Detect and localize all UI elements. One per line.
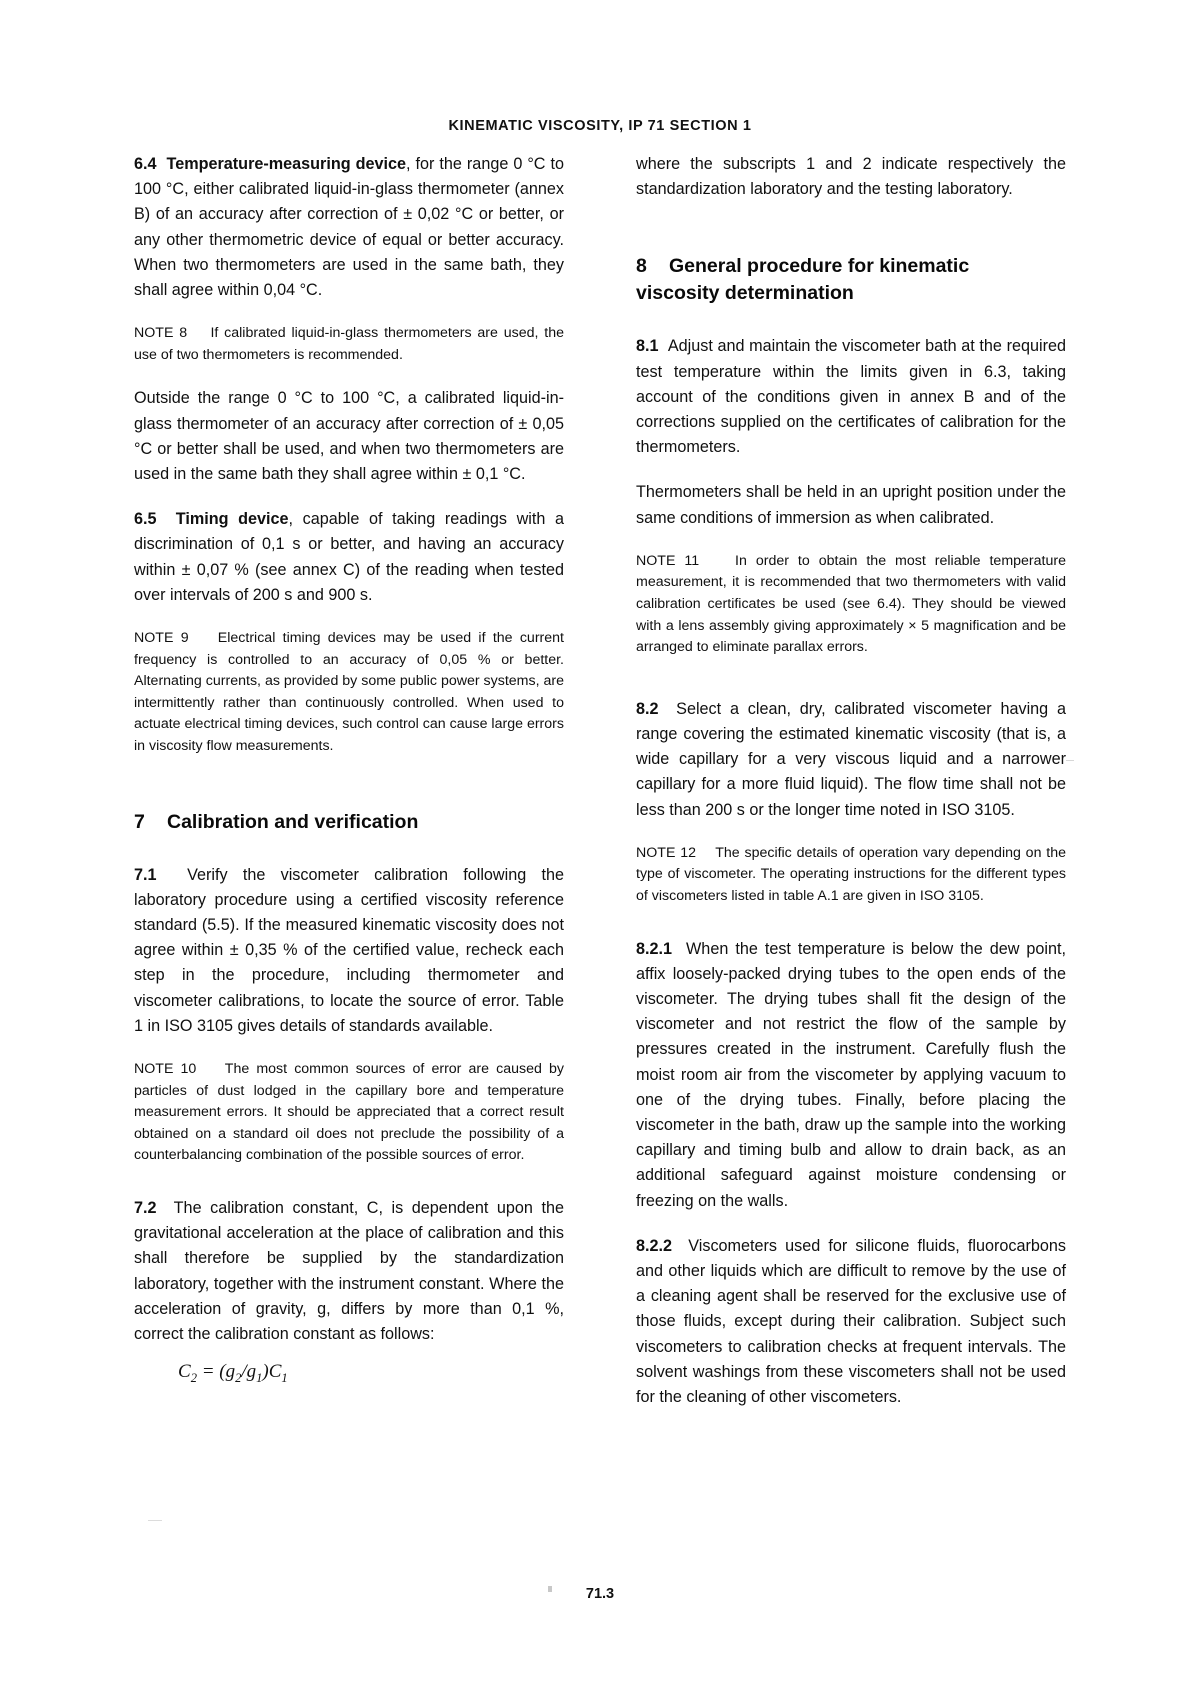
note-12-label: NOTE 12: [636, 844, 696, 861]
clause-7-1-number: 7.1: [134, 865, 157, 884]
note-10: [134, 1059, 564, 1167]
clause-8-2-1: [636, 937, 1066, 1214]
equation-text: $C_2 = (g_2/g_1)C_1$: [178, 1361, 288, 1385]
clause-7-2-text: The calibration constant, C, is dependent upon the gravitational acceleration at the place of calibration and this shall therefore be supplied by the standardization laboratory, together with the instrument constant. Where the acceleration of gravity, g, differs by more than 0,1 %, correct the calibration constant as follows:: [134, 1198, 564, 1343]
clause-8-2-text: Select a clean, dry, calibrated viscometer having a range covering the estimated kinematic viscosity (that is, a wide capillary for a very viscous liquid and a narrower capillary for a more fluid liquid). The flow time shall not be less than 200 s or the longer time noted in ISO 3105.: [636, 699, 1066, 819]
scan-artifact: [1066, 760, 1074, 761]
outside-range-paragraph: Outside the range 0 °C to 100 °C, a calibrated liquid-in-glass thermometer of an accuracy after correction of ± 0,05 °C or better shall be used, and when two thermometers are used in the same bath they shall agree within ± 0,1 °C.: [134, 389, 564, 484]
note-10-label: NOTE 10: [134, 1061, 197, 1078]
two-column-body: [134, 152, 1066, 1421]
clause-8-2-number: 8.2: [636, 699, 659, 718]
right-column: [636, 152, 1066, 1421]
clause-6-4-text: , for the range 0 °C to 100 °C, either calibrated liquid-in-glass thermometer (annex B) of an accuracy after correction of ± 0,02 °C or better, or any other thermometric device of equal or better accuracy. When two thermometers are used in the same bath, they shall agree within 0,04 °C.: [134, 155, 564, 300]
note-11-text: In order to obtain the most reliable temperature measurement, it is recommended that two thermometers with valid calibration certificates be used (see 6.4). They should be viewed with a lens assembly giving approximately × 5 magnification and be arranged to eliminate parallax errors.: [636, 552, 1066, 656]
clause-8-1-number: 8.1: [636, 337, 659, 356]
clause-8-2-2-text: Viscometers used for silicone fluids, fluorocarbons and other liquids which are difficult to remove by the use of a cleaning agent shall be reserved for the exclusive use of those fluids, except during their calibration. Subject such viscometers to calibration checks at frequent intervals. The solvent washings from these viscometers shall not be used for the cleaning of other viscometers.: [636, 1236, 1066, 1407]
clause-7-2: [134, 1196, 564, 1347]
clause-6-5-number: 6.5: [134, 510, 157, 529]
where-subscripts-paragraph: where the subscripts 1 and 2 indicate respectively the standardization laboratory and the testing laboratory.: [636, 155, 1066, 199]
note-12-text: The specific details of operation vary depending on the type of viscometer. The operating instructions for the different types of viscometers listed in table A.1 are given in ISO 3105.: [636, 844, 1066, 904]
heading-clause-8-title-line2: viscosity determination: [636, 282, 854, 305]
note-12: [636, 843, 1066, 908]
scan-artifact: [148, 1520, 162, 1521]
clause-6-4: [134, 152, 564, 303]
heading-clause-7-number: 7: [134, 810, 145, 833]
note-8-label: NOTE 8: [134, 325, 188, 342]
note-10-text: The most common sources of error are caused by particles of dust lodged in the capillary bore and temperature measurement errors. It should be appreciated that a correct result obtained on a standard oil does not preclude the possibility of a counterbalancing combination of the possible sources of error.: [134, 1061, 564, 1164]
clause-6-5: [134, 507, 564, 608]
clause-8-2: [636, 697, 1066, 823]
note-11-label: NOTE 11: [636, 552, 700, 569]
note-8-text: If calibrated liquid-in-glass thermometers are used, the use of two thermometers is recommended.: [134, 325, 564, 363]
clause-6-5-lead: Timing device: [175, 510, 289, 529]
note-9-label: NOTE 9: [134, 630, 189, 647]
heading-clause-8: [636, 253, 1066, 307]
running-head: KINEMATIC VISCOSITY, IP 71 SECTION 1: [448, 118, 752, 134]
note-11: [636, 551, 1066, 659]
heading-clause-8-number: 8: [636, 255, 647, 278]
clause-8-1: [636, 334, 1066, 460]
clause-8-1-text: Adjust and maintain the viscometer bath at the required test temperature within the limits given in 6.3, taking account of the conditions given in annex B and of the corrections supplied on the certificates of calibration for the thermometers.: [636, 337, 1066, 457]
clause-6-4-number: 6.4: [134, 155, 157, 173]
clause-6-4-lead: Temperature-measuring device: [166, 155, 407, 173]
left-column: [134, 152, 564, 1421]
clause-8-2-1-number: 8.2.1: [636, 939, 673, 958]
page-number: 71.3: [585, 1586, 615, 1602]
clause-8-2-2: [636, 1234, 1066, 1410]
clause-7-1: [134, 863, 564, 1039]
clause-8-2-1-text: When the test temperature is below the dew point, affix loosely-packed drying tubes to the open ends of the viscometer. The drying tubes shall fit the design of the viscometer and not restrict the flow of the sample by pressures created in the instrument. Carefully flush the moist room air from the viscometer by applying vacuum to one of the drying tubes. Finally, before placing the viscometer in the bath, draw up the sample into the working capillary and timing bulb and allow to drain back, as an additional safeguard against moisture condensing or freezing on the walls.: [636, 939, 1067, 1210]
clause-7-1-text: Verify the viscometer calibration following the laboratory procedure using a certified viscosity reference standard (5.5). If the measured kinematic viscosity does not agree within ± 0,35 % of the certified value, recheck each step in the procedure, including thermometer and viscometer calibrations, to locate the source of error. Table 1 in ISO 3105 gives details of standards available.: [134, 865, 564, 1035]
note-8: [134, 323, 564, 366]
clause-6-5-text: , capable of taking readings with a discrimination of 0,1 s or better, and having an accuracy within ± 0,07 % (see annex C) of the reading when tested over intervals of 200 s and 900 s.: [134, 510, 565, 604]
heading-clause-7: [134, 809, 564, 836]
equation-calibration-constant: [178, 1358, 564, 1392]
heading-clause-7-title: Calibration and verification: [167, 810, 419, 833]
heading-clause-8-title-line1: General procedure for kinematic: [669, 255, 970, 278]
clause-8-2-2-number: 8.2.2: [636, 1236, 673, 1255]
scan-artifact: [548, 1586, 552, 1592]
note-9-text: Electrical timing devices may be used if the current frequency is controlled to an accuracy of 0,05 % or better. Alternating currents, as provided by some public power systems, are intermittently rather than continuously controlled. When used to actuate electrical timing devices, such control can cause large errors in viscosity flow measurements.: [134, 630, 564, 754]
note-9: [134, 628, 564, 758]
thermometers-upright-paragraph: Thermometers shall be held in an upright position under the same conditions of immersion as when calibrated.: [636, 483, 1066, 527]
clause-7-2-number: 7.2: [134, 1198, 157, 1217]
